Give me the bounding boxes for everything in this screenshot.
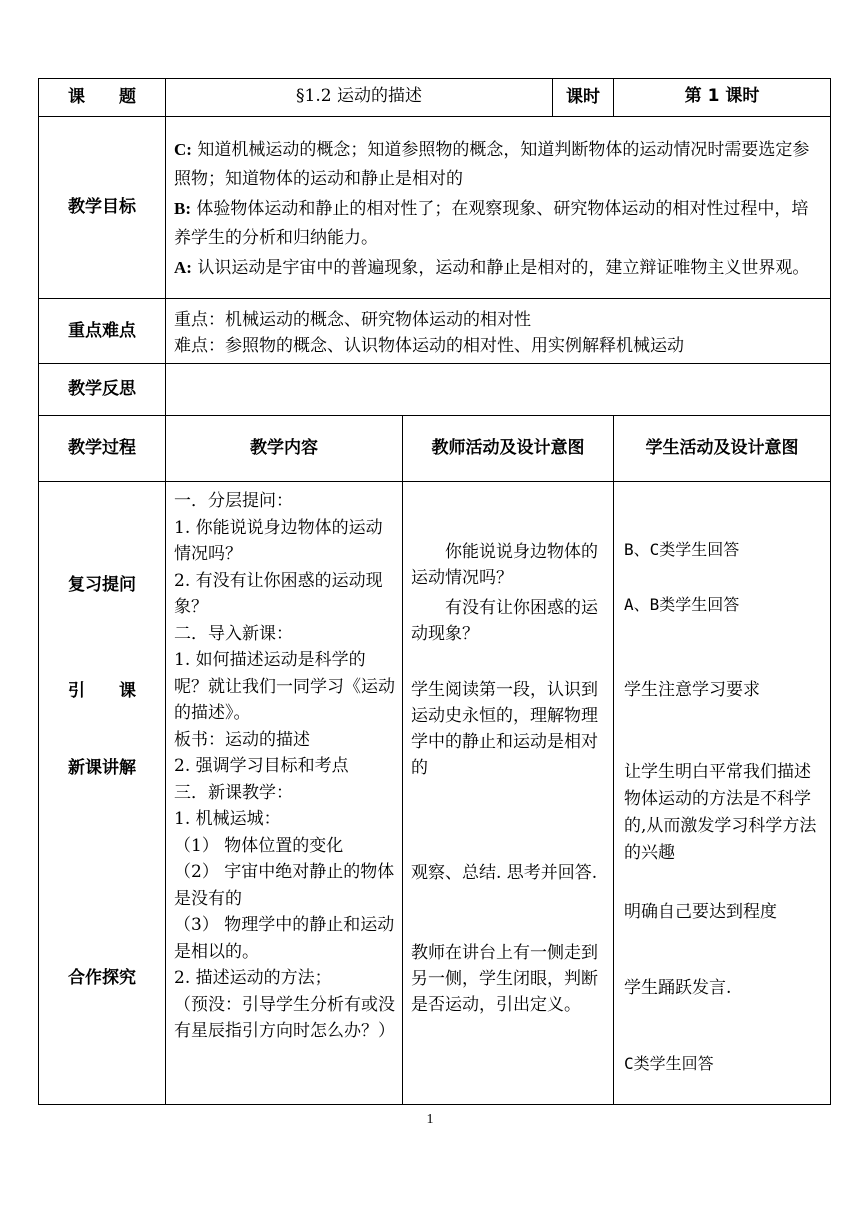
goal-c xyxy=(174,135,824,194)
goal-a-text: 认识运动是宇宙中的普遍现象，运动和静止是相对的，建立辩证唯物主义世界观。 xyxy=(191,257,810,278)
process-header-student: 学生活动及设计意图 xyxy=(614,416,831,482)
goal-c-text: 知道机械运动的概念；知道参照物的概念，知道判断物体的运动情况时需要选定参照物；知道物体的运动和静止是相对的 xyxy=(174,139,810,189)
student-para: 学生注意学习要求 xyxy=(624,680,761,700)
difficulty-label: 重点难点 xyxy=(39,299,166,364)
process-header-row xyxy=(39,416,831,482)
topic-row xyxy=(39,79,831,117)
difficulty-row xyxy=(39,299,831,364)
period-value: 第 1 课时 xyxy=(614,79,831,117)
teacher-para: 你能说说身边物体的运动情况吗？ xyxy=(411,542,598,588)
reflection-content xyxy=(166,364,831,416)
teacher-column xyxy=(403,482,614,1105)
student-para: 让学生明白平常我们描述物体运动的方法是不科学的,从而激发学习科学方法的兴趣 xyxy=(624,762,817,863)
stage-review: 复习提问 xyxy=(68,575,136,595)
content-line: 2. 描述运动的方法； xyxy=(174,968,332,988)
goal-a xyxy=(174,253,824,283)
reflection-label: 教学反思 xyxy=(39,364,166,416)
goals-row xyxy=(39,117,831,299)
content-line: 一．分层提问： xyxy=(174,491,293,511)
student-para: 学生踊跃发言. xyxy=(624,978,732,998)
reflection-row xyxy=(39,364,831,416)
content-line: 1. 如何描述运动是科学的呢？就让我们一同学习《运动的描述》。 xyxy=(174,650,395,723)
content-line: 2. 强调学习目标和考点 xyxy=(174,756,349,776)
student-para: C类学生回答 xyxy=(624,1054,714,1073)
goals-content xyxy=(166,117,831,299)
teacher-para: 观察、总结. 思考并回答. xyxy=(411,863,598,883)
content-line: 三．新课教学： xyxy=(174,782,293,803)
content-line: 1. 机械运城： xyxy=(174,809,281,829)
teacher-para: 教师在讲台上有一侧走到另一侧，学生闭眼，判断是否运动，引出定义。 xyxy=(411,943,598,1015)
key-point: 重点：机械运动的概念、研究物体运动的相对性 xyxy=(174,310,531,330)
stage-cooperation: 合作探究 xyxy=(68,968,136,988)
goals-label: 教学目标 xyxy=(39,117,166,299)
student-para: B、C类学生回答 xyxy=(624,540,740,559)
goal-c-prefix: C: xyxy=(174,139,192,159)
content-line: （2） 宇宙中绝对静止的物体是没有的 xyxy=(174,862,395,909)
content-line: （预没：引导学生分析有或没有星辰指引方向时怎么办？） xyxy=(174,994,395,1041)
lesson-plan-table xyxy=(38,78,831,1105)
process-header-content: 教学内容 xyxy=(166,416,403,482)
goal-b xyxy=(174,194,824,253)
process-header-teacher: 教师活动及设计意图 xyxy=(403,416,614,482)
period-label: 课时 xyxy=(553,79,614,117)
stage-new-lesson: 新课讲解 xyxy=(68,758,136,778)
content-line: （1） 物体位置的变化 xyxy=(174,835,344,856)
goal-b-prefix: B: xyxy=(174,198,191,218)
topic-label: 课 题 xyxy=(39,79,166,117)
content-line: 二．导入新课： xyxy=(174,623,293,644)
process-header-stage: 教学过程 xyxy=(39,416,166,482)
goal-b-text: 体验物体运动和静止的相对性了；在观察现象、研究物体运动的相对性过程中，培养学生的分析和归纳能力。 xyxy=(174,198,809,248)
student-para: 明确自己要达到程度 xyxy=(624,902,778,922)
content-line: 1. 你能说说身边物体的运动情况吗？ xyxy=(174,517,383,564)
goal-a-prefix: A: xyxy=(174,257,192,277)
student-para: A、B类学生回答 xyxy=(624,595,740,614)
teacher-para: 学生阅读第一段，认识到运动史永恒的，理解物理学中的静止和运动是相对的 xyxy=(411,680,598,778)
hard-point: 难点：参照物的概念、认识物体运动的相对性、用实例解释机械运动 xyxy=(174,336,684,356)
stage-intro: 引 课 xyxy=(68,681,136,701)
student-column xyxy=(614,482,831,1105)
content-line: 板书：运动的描述 xyxy=(174,729,310,750)
difficulty-content xyxy=(166,299,831,364)
teacher-para: 有没有让你困惑的运动现象？ xyxy=(411,598,598,644)
process-row xyxy=(39,482,831,1105)
content-column xyxy=(166,482,403,1105)
content-line: （3） 物理学中的静止和运动是相以的。 xyxy=(174,915,395,962)
page-number: 1 xyxy=(426,1112,434,1127)
stage-column xyxy=(39,482,166,1105)
topic-title: §1.2 运动的描述 xyxy=(166,79,553,117)
content-line: 2. 有没有让你困惑的运动现象？ xyxy=(174,570,383,617)
